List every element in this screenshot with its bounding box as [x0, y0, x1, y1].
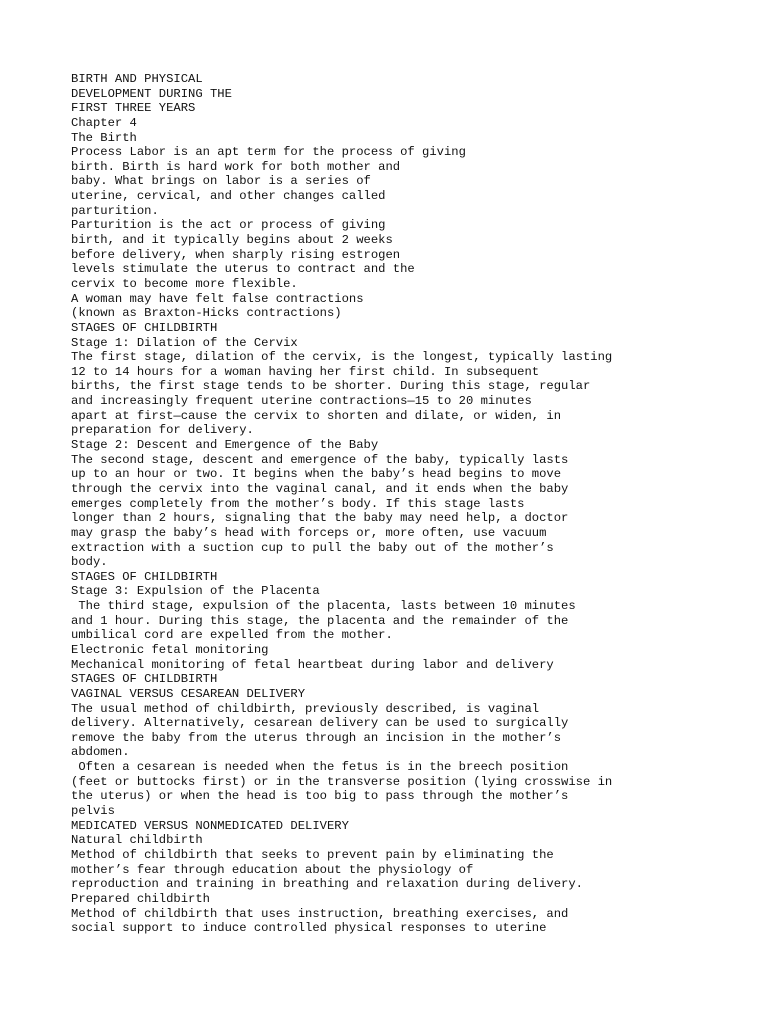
text-line: Stage 2: Descent and Emergence of the Baby: [71, 438, 379, 453]
text-line: Chapter 4: [71, 115, 137, 130]
text-line: MEDICATED VERSUS NONMEDICATED DELIVERY: [71, 818, 349, 833]
text-line: and increasingly frequent uterine contractions—15 to 20 minutes: [71, 394, 532, 409]
text-line: pelvis: [71, 804, 115, 819]
text-line: The third stage, expulsion of the placenta, lasts between 10 minutes: [71, 599, 576, 614]
text-line: Electronic fetal monitoring: [71, 642, 269, 657]
text-line: birth, and it typically begins about 2 weeks: [71, 233, 393, 248]
text-line: Often a cesarean is needed when the fetus is in the breech position: [71, 760, 569, 775]
text-line: cervix to become more flexible.: [71, 276, 298, 291]
text-line: Natural childbirth: [71, 833, 203, 848]
text-line: VAGINAL VERSUS CESAREAN DELIVERY: [71, 686, 306, 701]
text-line: STAGES OF CHILDBIRTH: [71, 569, 218, 584]
text-line: social support to induce controlled physical responses to uterine: [71, 921, 547, 936]
text-line: umbilical cord are expelled from the mother.: [71, 628, 393, 643]
text-line: the uterus) or when the head is too big to pass through the mother’s: [71, 789, 569, 804]
text-line: abdomen.: [71, 745, 130, 760]
text-line: Parturition is the act or process of giving: [71, 218, 386, 233]
text-line: births, the first stage tends to be shorter. During this stage, regular: [71, 379, 591, 394]
text-line: BIRTH AND PHYSICAL: [71, 72, 203, 86]
text-line: (known as Braxton-Hicks contractions): [71, 306, 342, 321]
text-line: before delivery, when sharply rising estrogen: [71, 247, 401, 262]
text-line: The second stage, descent and emergence of the baby, typically lasts: [71, 452, 569, 467]
text-line: 12 to 14 hours for a woman having her first child. In subsequent: [71, 364, 540, 379]
text-line: levels stimulate the uterus to contract and the: [71, 262, 415, 277]
text-line: up to an hour or two. It begins when the baby’s head begins to move: [71, 467, 562, 482]
text-line: preparation for delivery.: [71, 423, 254, 438]
text-line: parturition.: [71, 203, 159, 218]
text-line: and 1 hour. During this stage, the placenta and the remainder of the: [71, 613, 569, 628]
text-line: Process Labor is an apt term for the process of giving: [71, 145, 466, 160]
text-line: Method of childbirth that seeks to prevent pain by eliminating the: [71, 847, 554, 862]
text-line: (feet or buttocks first) or in the transverse position (lying crosswise in: [71, 774, 613, 789]
text-line: The first stage, dilation of the cervix, is the longest, typically lasting: [71, 350, 613, 365]
text-line: birth. Birth is hard work for both mother and: [71, 159, 401, 174]
text-line: emerges completely from the mother’s body. If this stage lasts: [71, 496, 525, 511]
text-line: apart at first—cause the cervix to shorten and dilate, or widen, in: [71, 408, 562, 423]
text-line: extraction with a suction cup to pull the baby out of the mother’s: [71, 540, 554, 555]
text-line: DEVELOPMENT DURING THE: [71, 86, 232, 101]
text-line: FIRST THREE YEARS: [71, 101, 196, 116]
text-line: uterine, cervical, and other changes called: [71, 189, 386, 204]
text-line: baby. What brings on labor is a series of: [71, 174, 371, 189]
text-line: longer than 2 hours, signaling that the baby may need help, a doctor: [71, 511, 569, 526]
text-line: body.: [71, 555, 108, 570]
text-line: Stage 3: Expulsion of the Placenta: [71, 584, 320, 599]
text-line: through the cervix into the vaginal canal, and it ends when the baby: [71, 481, 569, 496]
text-line: mother’s fear through education about the physiology of: [71, 862, 474, 877]
text-line: Prepared childbirth: [71, 891, 210, 906]
text-line: may grasp the baby’s head with forceps or, more often, use vacuum: [71, 525, 547, 540]
text-line: STAGES OF CHILDBIRTH: [71, 672, 218, 687]
text-line: A woman may have felt false contractions: [71, 291, 364, 306]
text-line: Stage 1: Dilation of the Cervix: [71, 335, 298, 350]
text-line: reproduction and training in breathing and relaxation during delivery.: [71, 877, 583, 892]
text-line: STAGES OF CHILDBIRTH: [71, 320, 218, 335]
text-line: The usual method of childbirth, previously described, is vaginal: [71, 701, 540, 716]
text-line: remove the baby from the uterus through an incision in the mother’s: [71, 730, 562, 745]
text-line: The Birth: [71, 130, 137, 145]
text-line: Method of childbirth that uses instruction, breathing exercises, and: [71, 906, 569, 921]
text-line: Mechanical monitoring of fetal heartbeat during labor and delivery: [71, 657, 554, 672]
document-page: [71, 72, 751, 936]
text-line: delivery. Alternatively, cesarean delivery can be used to surgically: [71, 716, 569, 731]
